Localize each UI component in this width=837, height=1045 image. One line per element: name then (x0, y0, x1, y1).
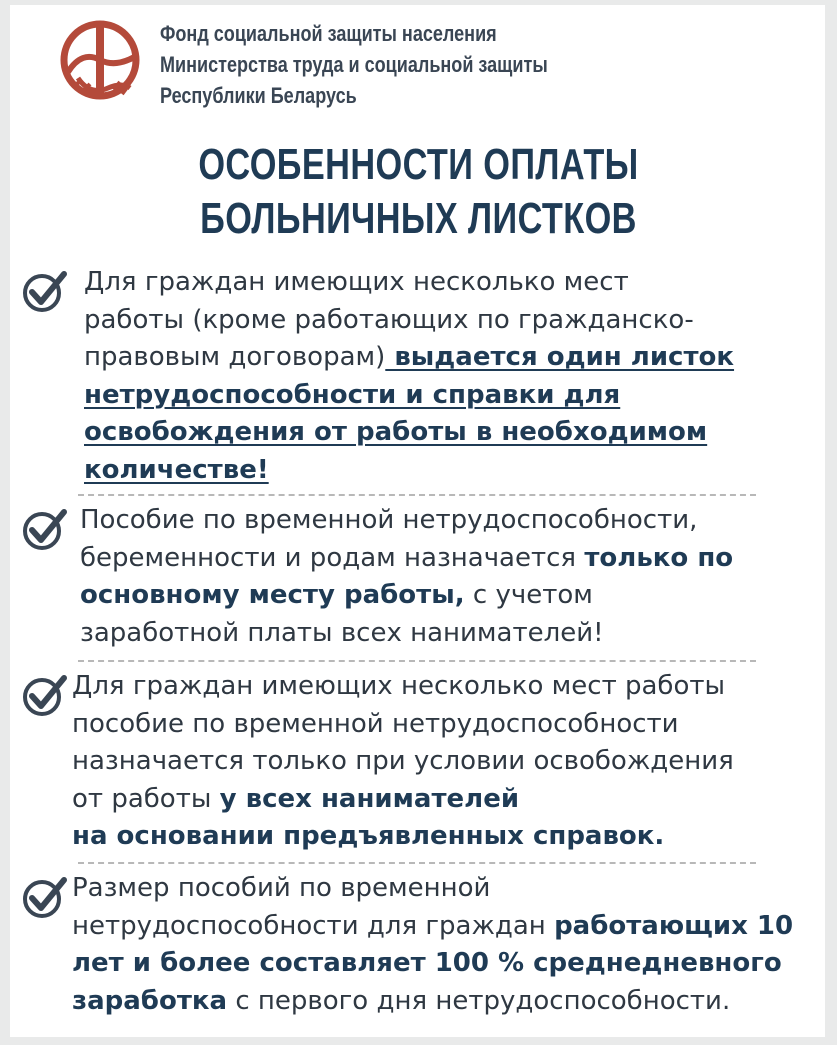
item-2-line-4: заработной платы всех нанимателей! (80, 617, 604, 648)
item-4-line-4a: заработка (72, 985, 228, 1016)
list-item (80, 502, 810, 652)
item-2-line-3a: основному месту работы, (80, 580, 465, 610)
org-line-1: Фонд социальной защиты населения (160, 21, 497, 46)
header (56, 16, 776, 126)
fund-logo-icon (56, 16, 148, 108)
item-1-line-6 (84, 452, 804, 490)
divider (78, 862, 756, 864)
org-line-3: Республики Беларусь (160, 83, 357, 108)
item-4-line-4b: с первого дня нетрудоспособности. (227, 985, 731, 1016)
item-3-line-4b: у всех нанимателей (219, 783, 520, 814)
item-1-line-6-bold: количестве! (84, 454, 269, 485)
item-4-line-1: Размер пособий по временной (72, 873, 491, 903)
item-2-line-2 (80, 540, 810, 578)
item-4-line-3-bold: лет и более составляет 100 % среднедневного (72, 948, 782, 978)
divider (78, 494, 756, 496)
item-4-line-2 (72, 908, 822, 946)
org-line-2: Министерства труда и социальной защиты (160, 52, 548, 77)
checkmark-circle-icon (20, 874, 70, 920)
item-3-line-5-bold: на основании предъявленных справок. (72, 821, 665, 851)
item-2-line-2a: беременности и родам назначается (80, 542, 585, 573)
item-3-line-4a: от работы (72, 783, 220, 814)
checkmark-circle-icon (20, 506, 70, 552)
item-4-line-2b: работающих 10 (554, 910, 794, 941)
item-2-line-1: Пособие по временной нетрудоспособности, (80, 505, 698, 535)
list-item (72, 870, 822, 1020)
item-1-line-2: работы (кроме работающих по гражданско- (84, 304, 694, 335)
item-3-line-1: Для граждан имеющих несколько мест работы (72, 671, 726, 701)
item-1-line-5 (84, 414, 804, 452)
item-1-line-4 (84, 377, 804, 415)
item-2-line-2b: только по (584, 542, 734, 573)
item-4-line-2a: нетрудоспособности для граждан (72, 910, 555, 941)
item-2-line-3b: с учетом (464, 580, 593, 610)
item-1-line-1: Для граждан имеющих несколько мест (84, 267, 629, 297)
item-1-line-3a: правовым договорам) (84, 342, 386, 372)
item-2-line-3 (80, 577, 810, 615)
checkmark-circle-icon (20, 268, 70, 314)
item-1-line-3b: выдается один листок (385, 342, 735, 372)
organization-name (160, 18, 548, 111)
item-3-line-3: назначается только при условии освобождения (72, 746, 734, 776)
page-title (0, 138, 837, 246)
item-3-line-5 (72, 818, 822, 856)
item-3-line-4 (72, 781, 822, 819)
item-3-line-2: пособие по временной нетрудоспособности (72, 708, 679, 739)
checkmark-circle-icon (20, 672, 70, 718)
title-line-2: БОЛЬНИЧНЫХ ЛИСТКОВ (200, 194, 637, 243)
list-item (84, 264, 804, 489)
item-1-line-3 (84, 339, 804, 377)
item-4-line-4 (72, 983, 822, 1021)
item-1-line-5-bold: освобождения от работы в необходимом (84, 417, 708, 447)
item-1-line-4-bold: нетрудоспособности и справки для (84, 379, 621, 410)
title-line-1: ОСОБЕННОСТИ ОПЛАТЫ (198, 140, 639, 189)
divider (78, 660, 756, 662)
item-4-line-3 (72, 945, 822, 983)
list-item (72, 668, 822, 856)
